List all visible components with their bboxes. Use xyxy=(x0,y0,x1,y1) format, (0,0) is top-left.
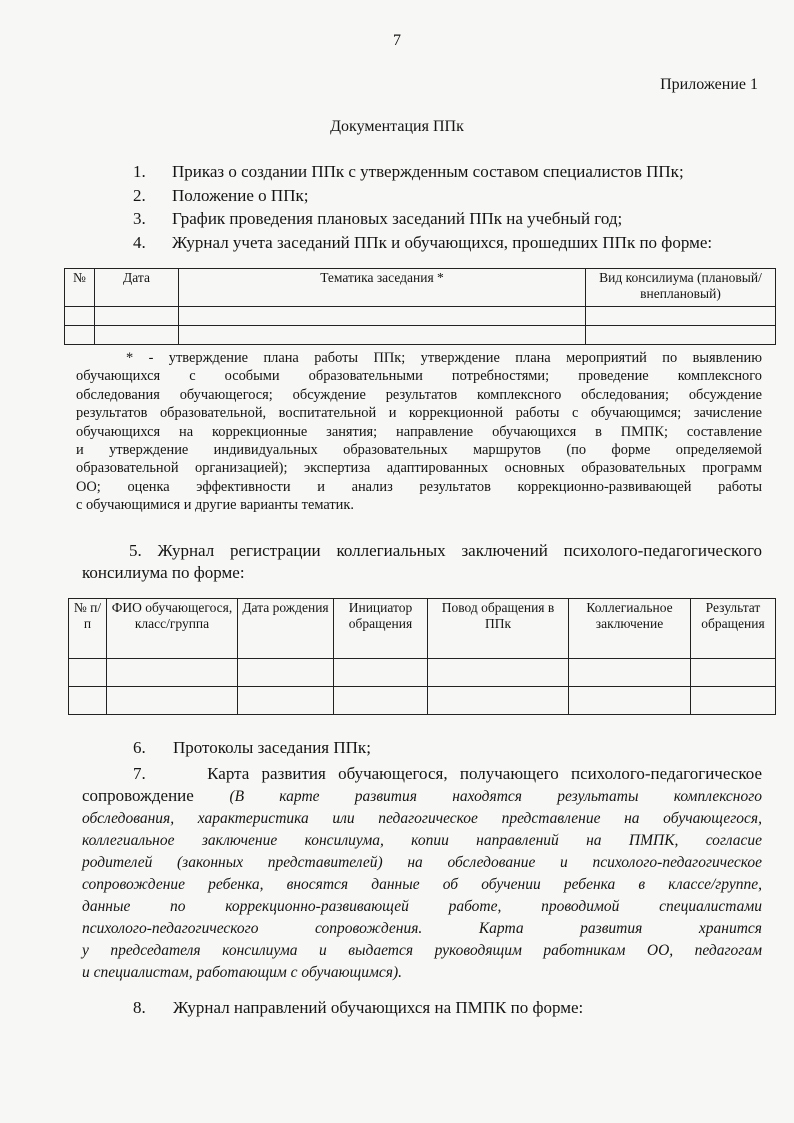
item-7-line: 7. Карта развития обучающегося, получающего психолого-педагогическое xyxy=(133,764,762,783)
item-number: 4. xyxy=(133,232,146,252)
item-7-line: данные по коррекционно-развивающей работе, проводимой специалистами xyxy=(82,898,762,915)
footnote-line: образовательной организацией); экспертиза адаптированных основных образовательных программ xyxy=(76,460,762,477)
header-number: № xyxy=(65,269,95,307)
list-item xyxy=(133,184,773,208)
footnote-line: результатов образовательной, воспитательной и коррекционной работы с обучающимся; зачисление xyxy=(76,405,762,422)
table-row xyxy=(65,307,776,326)
header-reason: Повод обращения в ППк xyxy=(428,599,569,659)
table-row xyxy=(69,687,776,715)
footnote-line: обучающихся на коррекционные занятия; направление обучающихся в ПМПК; составление xyxy=(76,423,762,440)
footnote-line: * - утверждение плана работы ППк; утверждение плана мероприятий по выявлению xyxy=(126,350,762,366)
item-7-lead: сопровождение xyxy=(82,786,194,805)
list-item xyxy=(133,231,773,255)
header-date: Дата xyxy=(95,269,179,307)
footnote-line: ОО; оценка эффективности и анализ результатов коррекционно-развивающей работы xyxy=(76,478,762,495)
header-birthdate: Дата рождения xyxy=(238,599,334,659)
item-number: 3. xyxy=(133,209,146,228)
item-7-line: коллегиальное заключение консилиума, копии направлений на ПМПК, согласие xyxy=(82,832,762,849)
item-text: Протоколы заседания ППк; xyxy=(173,738,371,757)
item-6 xyxy=(133,738,371,758)
table-header-row xyxy=(69,599,776,659)
documentation-list xyxy=(133,160,773,254)
header-initiator: Инициатор обращения xyxy=(334,599,428,659)
conclusions-journal-table xyxy=(68,598,776,715)
table-row xyxy=(69,659,776,687)
list-item xyxy=(133,160,773,184)
item-7-line: у председателя консилиума и выдается руководящим работникам ОО, педагогам xyxy=(82,942,762,959)
meetings-journal-table xyxy=(64,268,776,345)
item-number: 6. xyxy=(133,738,146,757)
item-number: 8. xyxy=(133,998,146,1017)
header-type: Вид консилиума (плановый/внеплановый) xyxy=(586,269,776,307)
item-7-line: родителей (законных представителей) на обследование и психолого-педагогическое xyxy=(82,854,762,871)
item-8 xyxy=(133,998,583,1018)
item-number: 1. xyxy=(133,162,146,181)
item-7-line: и специалистам, работающим с обучающимся). xyxy=(82,964,402,981)
item-7-line xyxy=(82,785,762,808)
item-7-line: сопровождение ребенка, вносятся данные об обучении ребенка в классе/группе, xyxy=(82,876,762,893)
item-text: Журнал учета заседаний ППк и обучающихся, прошедших ППк по форме: xyxy=(172,232,713,252)
appendix-label: Приложение 1 xyxy=(660,76,758,93)
footnote-line: и утверждение индивидуальных образовательных маршрутов (по форме определяемой xyxy=(76,442,762,459)
item-5 xyxy=(82,540,762,584)
table-row xyxy=(65,326,776,345)
list-item xyxy=(133,207,773,231)
item-text: Приказ о создании ППк с утвержденным составом специалистов ППк; xyxy=(172,162,684,181)
item-7-line: психолого-педагогического сопровождения. Карта развития хранится xyxy=(82,920,762,937)
item-text: Положение о ППк; xyxy=(172,185,309,205)
footnote-line: обследования обучающегося; обсуждение результатов комплексного обследования; обсуждение xyxy=(76,386,762,403)
item-number: 2. xyxy=(133,185,146,205)
header-topic: Тематика заседания * xyxy=(179,269,586,307)
footnote-line: с обучающимися и другие варианты тематик. xyxy=(76,497,354,514)
item-7 xyxy=(82,763,762,984)
page-number: 7 xyxy=(393,32,401,49)
header-student: ФИО обучающегося, класс/группа xyxy=(107,599,238,659)
item-7-italic: (В карте развития находятся результаты комплексного xyxy=(229,788,762,805)
footnote-line: обучающихся с особыми образовательными потребностями; проведение комплексного xyxy=(76,368,762,385)
table-header-row xyxy=(65,269,776,307)
item-text: Журнал направлений обучающихся на ПМПК по форме: xyxy=(173,998,584,1017)
item-5-line: консилиума по форме: xyxy=(82,563,245,582)
footnote xyxy=(76,349,762,515)
header-conclusion: Коллегиальное заключение xyxy=(569,599,691,659)
item-5-line: 5. Журнал регистрации коллегиальных заключений психолого-педагогического xyxy=(129,541,762,560)
item-7-line: обследования, характеристика или педагогическое представление на обучающегося, xyxy=(82,810,762,827)
header-number: № п/п xyxy=(69,599,107,659)
document-title: Документация ППк xyxy=(330,118,464,135)
item-text: График проведения плановых заседаний ППк на учебный год; xyxy=(172,209,623,228)
header-result: Результат обращения xyxy=(691,599,776,659)
